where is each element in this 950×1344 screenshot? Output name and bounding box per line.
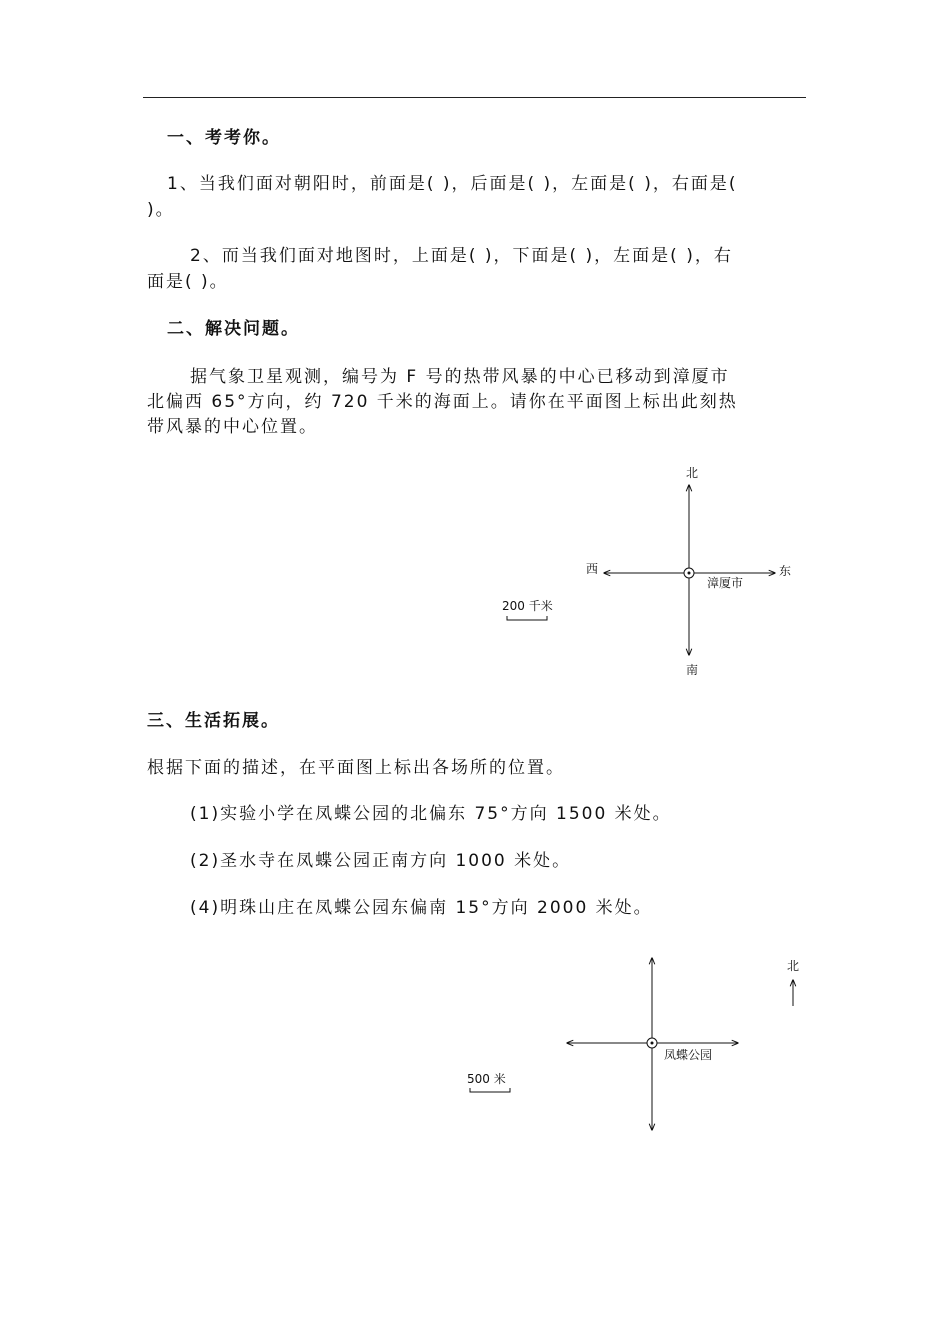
question2-line1: 2、而当我们面对地图时，上面是( )，下面是( )，左面是( )，右 <box>190 246 733 266</box>
east-label: 东 <box>779 564 792 578</box>
section2-paragraph-line2: 北偏西 65°方向，约 720 千米的海面上。请你在平面图上标出此刻热 <box>147 392 738 412</box>
section3-intro: 根据下面的描述，在平面图上标出各场所的位置。 <box>147 758 565 778</box>
section2-paragraph-line3: 带风暴的中心位置。 <box>147 417 318 437</box>
section3-item-1: (1)实验小学在凤蝶公园的北偏东 75°方向 1500 米处。 <box>190 804 672 824</box>
north-indicator-label: 北 <box>787 959 800 973</box>
section3-item-3: (4)明珠山庄在凤蝶公园东偏南 15°方向 2000 米处。 <box>190 898 653 918</box>
scale-bar-1 <box>507 616 547 620</box>
question1-line2: )。 <box>147 200 175 220</box>
scale-bar-2 <box>470 1088 510 1092</box>
section1-heading: 一、考考你。 <box>167 128 281 148</box>
south-label: 南 <box>686 663 699 677</box>
west-label: 西 <box>586 562 599 576</box>
section3-heading: 三、生活拓展。 <box>147 711 280 731</box>
compass-map-1 <box>502 466 791 677</box>
north-label: 北 <box>686 466 699 480</box>
scale-label-1: 200 千米 <box>502 599 553 613</box>
section2-paragraph-line1: 据气象卫星观测，编号为 F 号的热带风暴的中心已移动到漳厦市 <box>190 367 730 387</box>
park-label: 凤蝶公园 <box>664 1048 713 1062</box>
question2-line2: 面是( )。 <box>147 272 229 292</box>
section3-item-2: (2)圣水寺在凤蝶公园正南方向 1000 米处。 <box>190 851 572 871</box>
compass-map-2 <box>467 958 799 1130</box>
question1-line1: 1、当我们面对朝阳时，前面是( )，后面是( )，左面是( )，右面是( <box>167 174 738 194</box>
scale-label-2: 500 米 <box>467 1072 506 1086</box>
city-label: 漳厦市 <box>707 576 744 590</box>
section2-heading: 二、解决问题。 <box>167 319 300 339</box>
